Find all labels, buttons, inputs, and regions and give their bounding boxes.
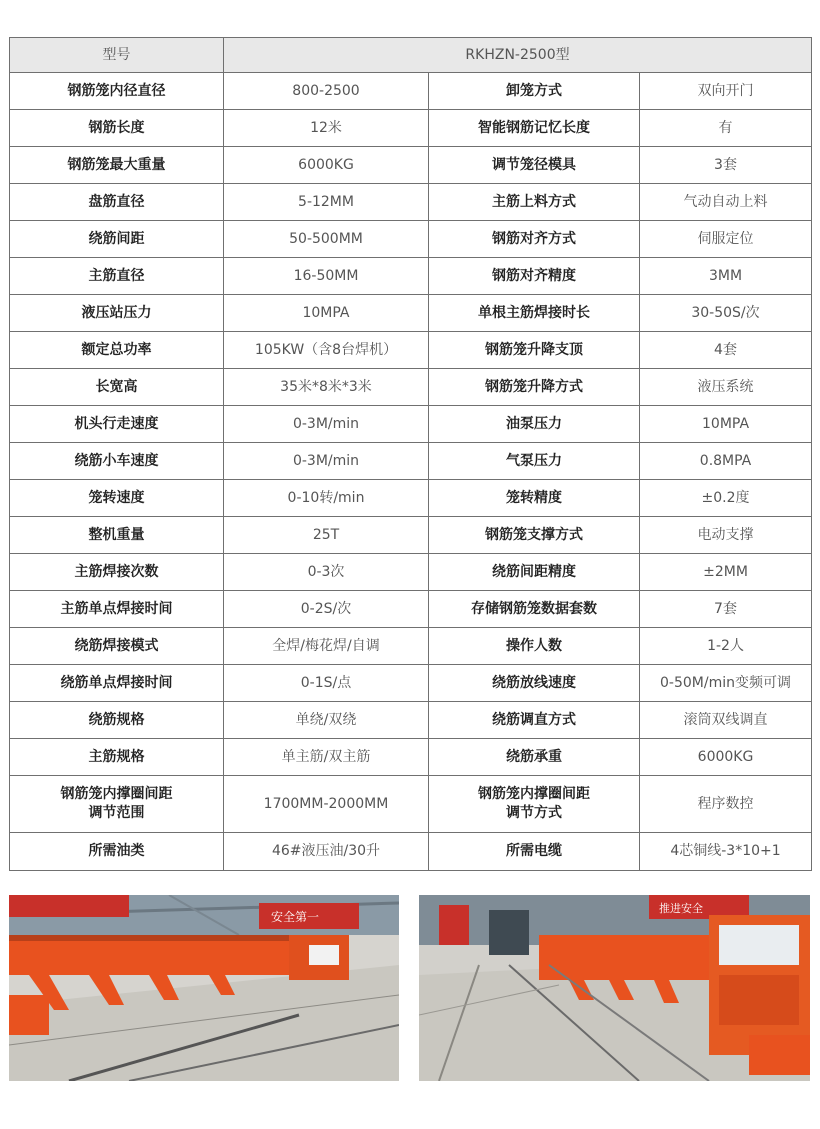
table-row [10, 554, 812, 591]
spec-value: ±0.2度 [640, 480, 812, 517]
spec-value: 6000KG [224, 147, 429, 184]
spec-key: 钢筋笼内撑圈间距 调节方式 [429, 776, 640, 833]
spec-key: 主筋单点焊接时间 [10, 591, 224, 628]
spec-key: 绕筋小车速度 [10, 443, 224, 480]
spec-value: 单绕/双绕 [224, 702, 429, 739]
spec-key: 机头行走速度 [10, 406, 224, 443]
spec-value: 0-2S/次 [224, 591, 429, 628]
spec-key: 钢筋对齐精度 [429, 258, 640, 295]
spec-key: 所需电缆 [429, 833, 640, 871]
spec-value: 伺服定位 [640, 221, 812, 258]
spec-value: 1-2人 [640, 628, 812, 665]
spec-value: 全焊/梅花焊/自调 [224, 628, 429, 665]
spec-key: 操作人数 [429, 628, 640, 665]
spec-value: 46#液压油/30升 [224, 833, 429, 871]
spec-value: 0-10转/min [224, 480, 429, 517]
spec-key: 长宽高 [10, 369, 224, 406]
factory-photo-left [9, 895, 399, 1081]
table-row [10, 110, 812, 147]
spec-key: 气泵压力 [429, 443, 640, 480]
spec-key: 绕筋单点焊接时间 [10, 665, 224, 702]
table-row [10, 147, 812, 184]
table-row [10, 443, 812, 480]
spec-value: 10MPA [640, 406, 812, 443]
spec-key: 液压站压力 [10, 295, 224, 332]
spec-key: 钢筋笼升降支顶 [429, 332, 640, 369]
spec-key: 绕筋放线速度 [429, 665, 640, 702]
spec-key: 笼转速度 [10, 480, 224, 517]
spec-key: 钢筋笼最大重量 [10, 147, 224, 184]
spec-value: 0-3M/min [224, 406, 429, 443]
table-row [10, 73, 812, 110]
model-value: RKHZN-2500型 [224, 38, 812, 73]
spec-key: 额定总功率 [10, 332, 224, 369]
spec-key: 单根主筋焊接时长 [429, 295, 640, 332]
spec-value: 4芯铜线-3*10+1 [640, 833, 812, 871]
spec-key: 存储钢筋笼数据套数 [429, 591, 640, 628]
spec-value: 7套 [640, 591, 812, 628]
spec-value: 105KW（含8台焊机） [224, 332, 429, 369]
spec-key: 绕筋间距 [10, 221, 224, 258]
spec-key: 所需油类 [10, 833, 224, 871]
factory-photo-right-image [419, 895, 810, 1081]
table-row [10, 591, 812, 628]
spec-value: 双向开门 [640, 73, 812, 110]
spec-value: 50-500MM [224, 221, 429, 258]
spec-value: 4套 [640, 332, 812, 369]
spec-value: 单主筋/双主筋 [224, 739, 429, 776]
spec-value: 3套 [640, 147, 812, 184]
spec-value: 1700MM-2000MM [224, 776, 429, 833]
spec-key: 盘筋直径 [10, 184, 224, 221]
spec-value: ±2MM [640, 554, 812, 591]
spec-key: 主筋规格 [10, 739, 224, 776]
spec-key: 笼转精度 [429, 480, 640, 517]
spec-key: 钢筋笼支撑方式 [429, 517, 640, 554]
spec-value: 6000KG [640, 739, 812, 776]
spec-key: 卸笼方式 [429, 73, 640, 110]
spec-value: 程序数控 [640, 776, 812, 833]
spec-value: 液压系统 [640, 369, 812, 406]
table-row [10, 406, 812, 443]
banner-text: 推进安全 [659, 902, 703, 915]
spec-value: 16-50MM [224, 258, 429, 295]
table-row [10, 665, 812, 702]
spec-value: 0-1S/点 [224, 665, 429, 702]
spec-value: 3MM [640, 258, 812, 295]
spec-key: 主筋直径 [10, 258, 224, 295]
spec-value: 30-50S/次 [640, 295, 812, 332]
spec-value: 25T [224, 517, 429, 554]
spec-value: 10MPA [224, 295, 429, 332]
spec-table [9, 37, 812, 871]
spec-key: 钢筋对齐方式 [429, 221, 640, 258]
spec-key: 钢筋笼内径直径 [10, 73, 224, 110]
spec-key: 主筋焊接次数 [10, 554, 224, 591]
factory-photo-right [419, 895, 810, 1081]
spec-key: 绕筋规格 [10, 702, 224, 739]
table-row [10, 776, 812, 833]
table-row [10, 517, 812, 554]
factory-photo-left-image [9, 895, 399, 1081]
spec-key: 钢筋笼升降方式 [429, 369, 640, 406]
banner-text: 安全第一 [271, 910, 320, 924]
table-row [10, 628, 812, 665]
spec-value: 12米 [224, 110, 429, 147]
spec-value: 电动支撑 [640, 517, 812, 554]
spec-value: 800-2500 [224, 73, 429, 110]
table-row [10, 739, 812, 776]
table-row [10, 332, 812, 369]
spec-value: 5-12MM [224, 184, 429, 221]
table-row [10, 480, 812, 517]
spec-key: 整机重量 [10, 517, 224, 554]
spec-key: 钢筋笼内撑圈间距 调节范围 [10, 776, 224, 833]
spec-value: 0-3次 [224, 554, 429, 591]
spec-value: 气动自动上料 [640, 184, 812, 221]
spec-key: 智能钢筋记忆长度 [429, 110, 640, 147]
table-row [10, 295, 812, 332]
spec-value: 0.8MPA [640, 443, 812, 480]
spec-key: 油泵压力 [429, 406, 640, 443]
spec-key: 绕筋调直方式 [429, 702, 640, 739]
spec-key: 绕筋承重 [429, 739, 640, 776]
spec-value: 有 [640, 110, 812, 147]
table-row [10, 258, 812, 295]
table-row [10, 184, 812, 221]
spec-key: 主筋上料方式 [429, 184, 640, 221]
table-header-row [10, 38, 812, 73]
spec-key: 绕筋焊接模式 [10, 628, 224, 665]
table-row [10, 221, 812, 258]
model-label: 型号 [10, 38, 224, 73]
spec-value: 0-3M/min [224, 443, 429, 480]
spec-value: 滚筒双线调直 [640, 702, 812, 739]
spec-key: 调节笼径模具 [429, 147, 640, 184]
table-row [10, 702, 812, 739]
table-row [10, 369, 812, 406]
spec-value: 35米*8米*3米 [224, 369, 429, 406]
spec-value: 0-50M/min变频可调 [640, 665, 812, 702]
table-row [10, 833, 812, 871]
spec-key: 绕筋间距精度 [429, 554, 640, 591]
spec-key: 钢筋长度 [10, 110, 224, 147]
